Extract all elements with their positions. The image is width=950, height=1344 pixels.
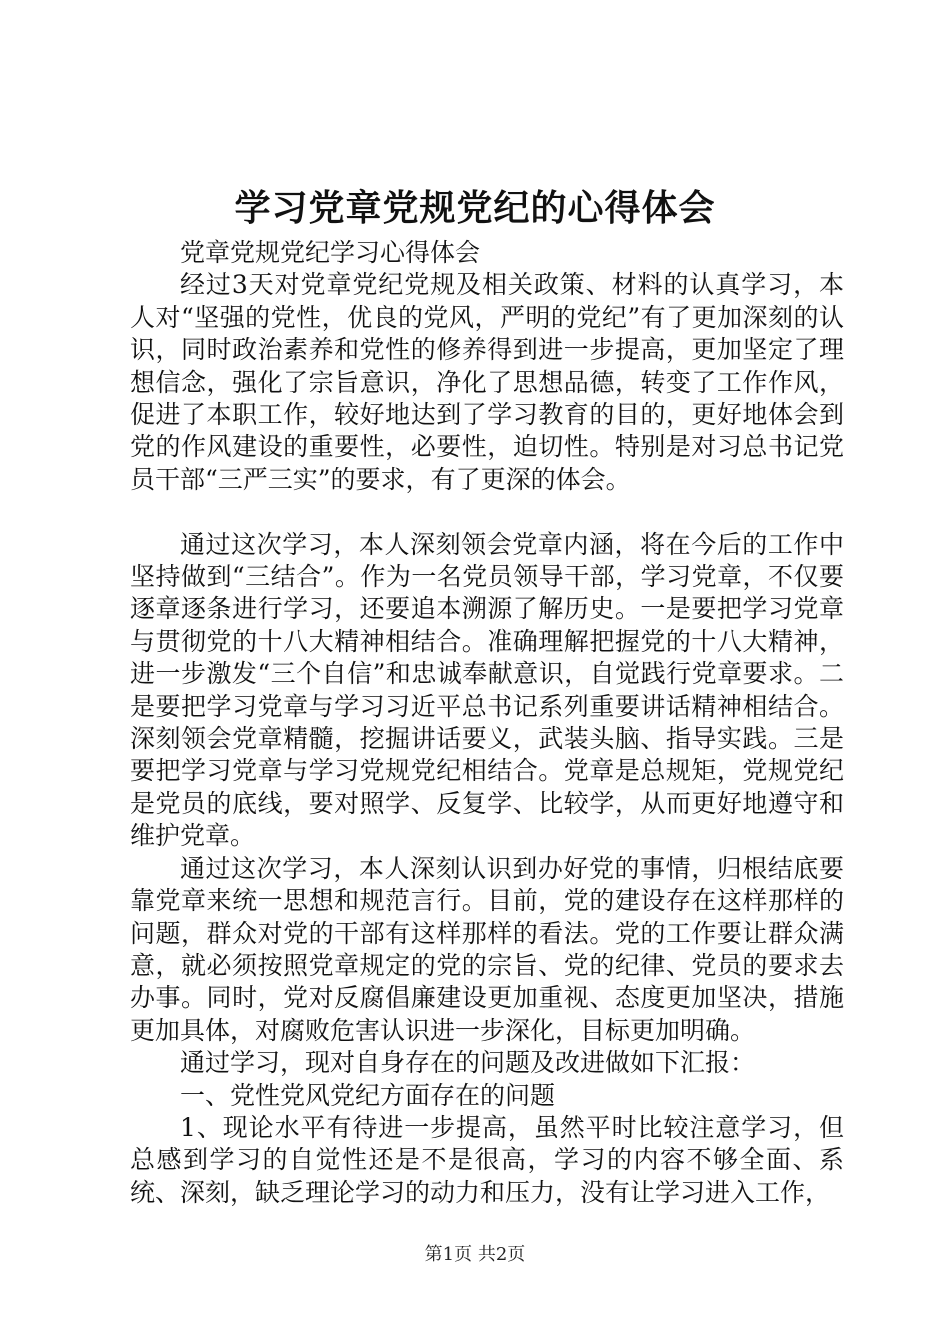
body-paragraph: 经过3天对党章党纪党规及相关政策、材料的认真学习，本人对“坚强的党性，优良的党风，严明的党纪”有了更加深刻的认识，同时政治素养和党性的修养得到进一步提高，更加坚定了理想信念，强化了宗旨意识，净化了思想品德，转变了工作作风，促进了本职工作，较好地达到了学习教育的目的，更好地体会到党的作风建设的重要性，必要性，迫切性。特别是对习总书记党员干部“三严三实”的要求，有了更深的体会。	[130, 270, 844, 494]
body-paragraph: 通过这次学习，本人深刻领会党章内涵，将在今后的工作中坚持做到“三结合”。作为一名党员领导干部，学习党章，不仅要逐章逐条进行学习，还要追本溯源了解历史。一是要把学习党章与贯彻党的十八大精神相结合。准确理解把握党的十八大精神，进一步激发“三个自信”和忠诚奉献意识，自觉践行党章要求。二是要把学习党章与学习习近平总书记系列重要讲话精神相结合。深刻领会党章精髓，挖掘讲话要义，武装头脑、指导实践。三是要把学习党章与学习党规党纪相结合。党章是总规矩，党规党纪是党员的底线，要对照学、反复学、比较学，从而更好地遵守和维护党章。	[130, 529, 844, 851]
body-paragraph: 通过这次学习，本人深刻认识到办好党的事情，归根结底要靠党章来统一思想和规范言行。目前，党的建设存在这样那样的问题，群众对党的干部有这样那样的看法。党的工作要让群众满意，就必须按照党章规定的党的宗旨、党的纪律、党员的要求去办事。同时，党对反腐倡廉建设更加重视、态度更加坚决，措施更加具体，对腐败危害认识进一步深化，目标更加明确。	[130, 853, 844, 1045]
document-title: 学习党章党规党纪的心得体会	[234, 187, 716, 229]
body-paragraph: 通过学习，现对自身存在的问题及改进做如下汇报：	[180, 1048, 756, 1078]
paragraph-spacer	[130, 496, 844, 528]
body-paragraph: 1、现论水平有待进一步提高，虽然平时比较注意学习，但总感到学习的自觉性还是不是很高，学习的内容不够全面、系统、深刻，缺乏理论学习的动力和压力，没有让学习进入工作，	[130, 1112, 844, 1207]
page-number-footer: 第1页 共2页	[424, 1244, 526, 1265]
body-paragraph-subtitle: 党章党规党纪学习心得体会	[180, 238, 481, 267]
document-body	[130, 237, 844, 1209]
section-heading: 一、党性党风党纪方面存在的问题	[180, 1080, 556, 1110]
